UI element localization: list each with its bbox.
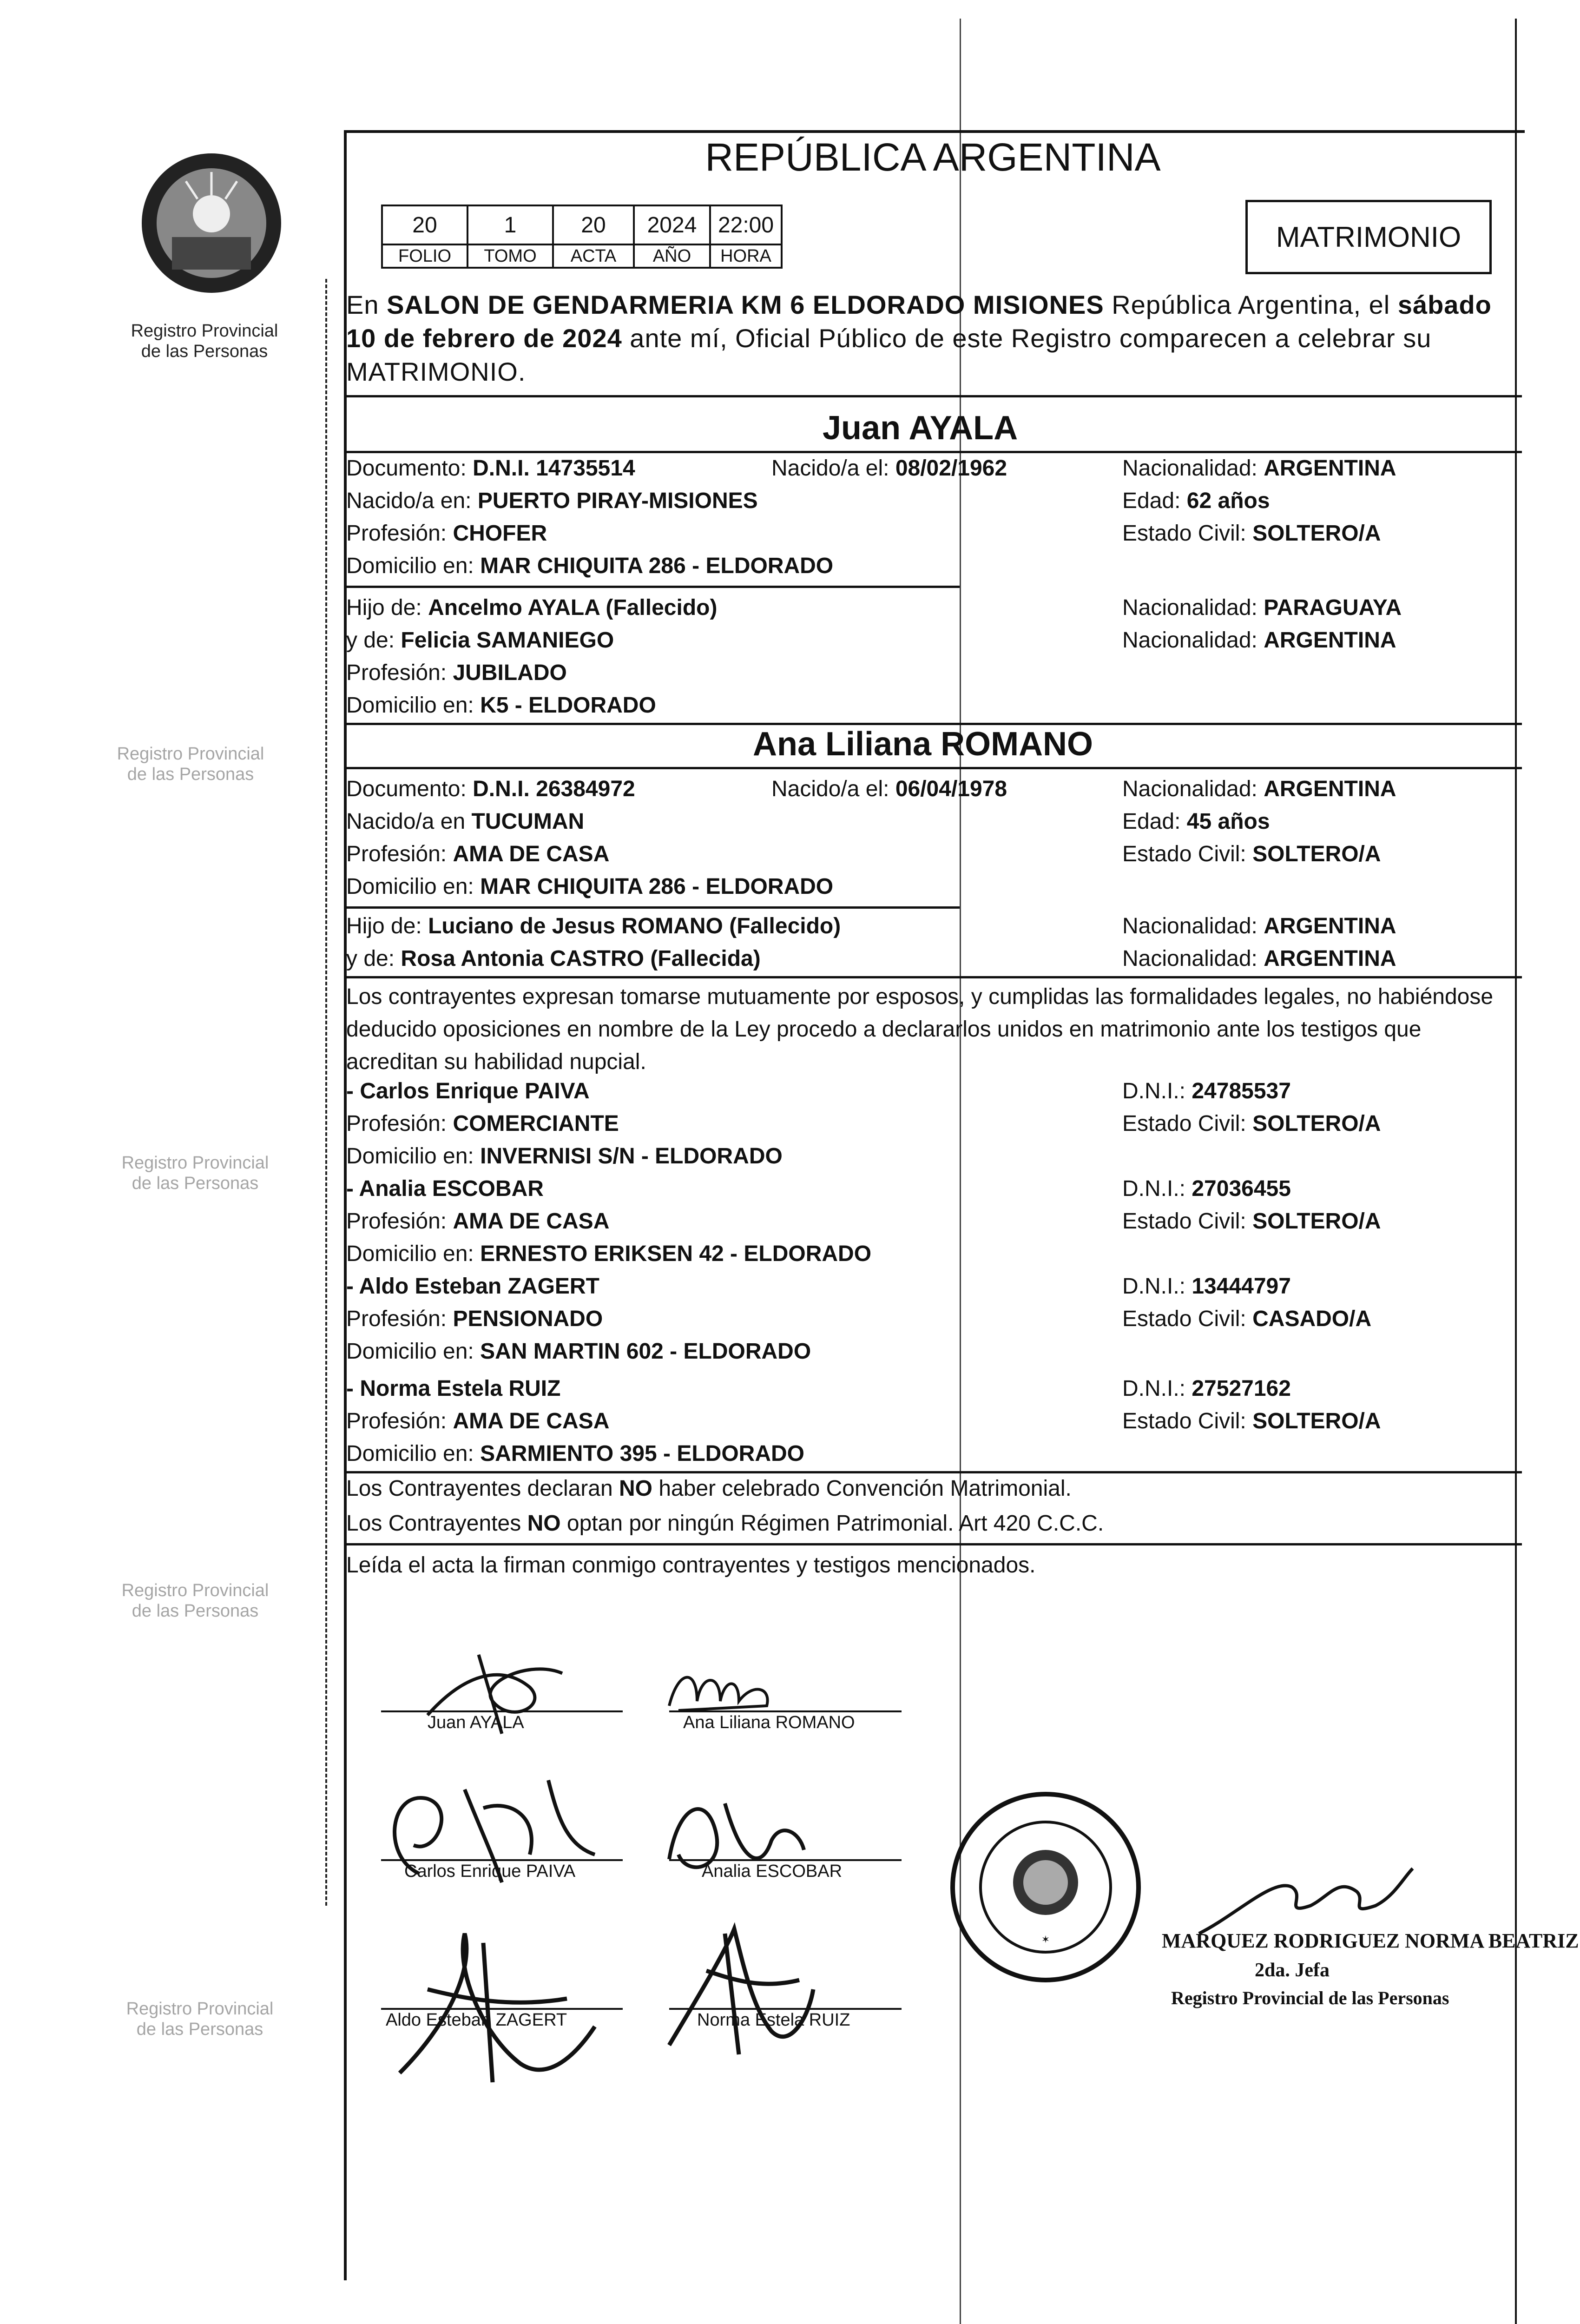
divider xyxy=(346,451,1522,453)
bride-mother-nat: Nacionalidad: ARGENTINA xyxy=(1122,946,1396,971)
witness-2-name: - Analia ESCOBAR xyxy=(346,1176,544,1201)
groom-born: Nacido/a el: 08/02/1962 xyxy=(771,456,1007,481)
margin-dash xyxy=(325,279,327,1906)
signature-witness-4 xyxy=(651,1915,827,2064)
anio-value: 2024 xyxy=(634,205,710,244)
clause-regime: Los Contrayentes NO optan por ningún Régimen Patrimonial. Art 420 C.C.C. xyxy=(346,1511,1104,1536)
witness-1-civil: Estado Civil: SOLTERO/A xyxy=(1122,1111,1381,1136)
divider xyxy=(346,1543,1522,1545)
signature-line xyxy=(669,1859,902,1861)
witness-1-name: - Carlos Enrique PAIVA xyxy=(346,1079,590,1103)
divider xyxy=(346,586,960,588)
official-seal xyxy=(948,1789,1143,1985)
bride-name: Ana Liliana ROMANO xyxy=(753,726,1093,763)
groom-prof: Profesión: CHOFER xyxy=(346,521,547,546)
witness-4-prof: Profesión: AMA DE CASA xyxy=(346,1409,610,1433)
witness-1-dni: D.N.I.: 24785537 xyxy=(1122,1079,1291,1103)
divider xyxy=(346,1471,1522,1473)
folio-label: FOLIO xyxy=(382,244,467,268)
signature-label-groom: Juan AYALA xyxy=(428,1713,524,1732)
bride-doc: Documento: D.N.I. 26384972 xyxy=(346,777,635,801)
witness-4-name: - Norma Estela RUIZ xyxy=(346,1376,561,1401)
declaration-text: Los contrayentes expresan tomarse mutuamente por esposos, y cumplidas las formalidades legales, no habiéndose deducido oposiciones en nombre de la Ley procedo a declararlos unidos en matrimonio ante los testigos que acreditan su habilidad nupcial. xyxy=(346,984,1494,1074)
groom-father: Hijo de: Ancelmo AYALA (Fallecido) xyxy=(346,595,718,620)
hora-value: 22:00 xyxy=(710,205,782,244)
witness-4-dom: Domicilio en: SARMIENTO 395 - ELDORADO xyxy=(346,1441,804,1466)
province-logo xyxy=(135,144,288,311)
divider xyxy=(346,906,960,909)
witness-2-prof: Profesión: AMA DE CASA xyxy=(346,1209,610,1234)
groom-civil: Estado Civil: SOLTERO/A xyxy=(1122,521,1381,546)
folio-value: 20 xyxy=(382,205,467,244)
bride-father-nat: Nacionalidad: ARGENTINA xyxy=(1122,914,1396,938)
bride-civil: Estado Civil: SOLTERO/A xyxy=(1122,842,1381,866)
bride-mother: y de: Rosa Antonia CASTRO (Fallecida) xyxy=(346,946,761,971)
witness-3-prof: Profesión: PENSIONADO xyxy=(346,1307,603,1331)
official-name: MARQUEZ RODRIGUEZ NORMA BEATRIZ xyxy=(1162,1929,1579,1952)
bride-father: Hijo de: Luciano de Jesus ROMANO (Fallecido) xyxy=(346,914,841,938)
divider xyxy=(346,976,1522,978)
groom-mother-nat: Nacionalidad: ARGENTINA xyxy=(1122,628,1396,653)
witness-2-dom: Domicilio en: ERNESTO ERIKSEN 42 - ELDORADO xyxy=(346,1241,872,1266)
acta-value: 20 xyxy=(553,205,634,244)
bride-age: Edad: 45 años xyxy=(1122,809,1270,834)
record-meta-table xyxy=(381,205,783,269)
groom-place: Nacido/a en: PUERTO PIRAY-MISIONES xyxy=(346,489,758,513)
witness-3-civil: Estado Civil: CASADO/A xyxy=(1122,1307,1372,1331)
registry-label-3: Registro Provincial de las Personas xyxy=(121,1153,269,1193)
divider xyxy=(346,395,1522,397)
groom-parent-dom: Domicilio en: K5 - ELDORADO xyxy=(346,693,656,718)
witness-1-dom: Domicilio en: INVERNISI S/N - ELDORADO xyxy=(346,1144,783,1169)
official-office: Registro Provincial de las Personas xyxy=(1171,1987,1449,2008)
signature-label-witness-2: Analia ESCOBAR xyxy=(702,1862,843,1881)
witness-2-civil: Estado Civil: SOLTERO/A xyxy=(1122,1209,1381,1234)
registry-label-5: Registro Provincial de las Personas xyxy=(126,1999,274,2039)
witness-3-dom: Domicilio en: SAN MARTIN 602 - ELDORADO xyxy=(346,1339,811,1364)
clause-convention: Los Contrayentes declaran NO haber celebrado Convención Matrimonial. xyxy=(346,1476,1072,1501)
groom-parent-prof: Profesión: JUBILADO xyxy=(346,660,567,685)
signature-line xyxy=(381,2008,623,2010)
document-type-box: MATRIMONIO xyxy=(1245,200,1492,274)
bride-born: Nacido/a el: 06/04/1978 xyxy=(771,777,1007,801)
signature-witness-3 xyxy=(372,1915,613,2092)
registry-label-1: Registro Provincial de las Personas xyxy=(131,321,278,361)
witness-4-civil: Estado Civil: SOLTERO/A xyxy=(1122,1409,1381,1433)
signature-label-witness-1: Carlos Enrique PAIVA xyxy=(404,1862,576,1881)
witness-3-name: - Aldo Esteban ZAGERT xyxy=(346,1274,599,1299)
signature-line xyxy=(381,1859,623,1861)
signature-line xyxy=(669,1710,902,1712)
witness-3-dni: D.N.I.: 13444797 xyxy=(1122,1274,1291,1299)
registry-label-4: Registro Provincial de las Personas xyxy=(121,1581,269,1621)
divider xyxy=(346,767,1522,769)
bride-nat: Nacionalidad: ARGENTINA xyxy=(1122,777,1396,801)
bride-place: Nacido/a en TUCUMAN xyxy=(346,809,585,834)
signature-label-witness-4: Norma Estela RUIZ xyxy=(697,2010,850,2030)
witness-1-prof: Profesión: COMERCIANTE xyxy=(346,1111,619,1136)
tomo-value: 1 xyxy=(467,205,553,244)
hora-label: HORA xyxy=(710,244,782,268)
official-role: 2da. Jefa xyxy=(1255,1960,1330,1981)
signature-label-witness-3: Aldo Esteban ZAGERT xyxy=(386,2010,567,2030)
acta-label: ACTA xyxy=(553,244,634,268)
tomo-label: TOMO xyxy=(467,244,553,268)
groom-father-nat: Nacionalidad: PARAGUAYA xyxy=(1122,595,1402,620)
witness-4-dni: D.N.I.: 27527162 xyxy=(1122,1376,1291,1401)
groom-doc: Documento: D.N.I. 14735514 xyxy=(346,456,635,481)
witness-2-dni: D.N.I.: 27036455 xyxy=(1122,1176,1291,1201)
bride-dom: Domicilio en: MAR CHIQUITA 286 - ELDORADO xyxy=(346,874,834,899)
groom-dom: Domicilio en: MAR CHIQUITA 286 - ELDORADO xyxy=(346,554,834,578)
signature-line xyxy=(669,2008,902,2010)
svg-text:✶: ✶ xyxy=(1041,1934,1050,1945)
groom-age: Edad: 62 años xyxy=(1122,489,1270,513)
signature-label-bride: Ana Liliana ROMANO xyxy=(683,1713,855,1732)
page-title: REPÚBLICA ARGENTINA xyxy=(705,135,1161,179)
signature-line xyxy=(381,1710,623,1712)
groom-nat: Nacionalidad: ARGENTINA xyxy=(1122,456,1396,481)
anio-label: AÑO xyxy=(634,244,710,268)
groom-name: Juan AYALA xyxy=(823,409,1018,447)
registry-label-2: Registro Provincial de las Personas xyxy=(117,744,264,784)
intro-paragraph: En SALON DE GENDARMERIA KM 6 ELDORADO MISIONES República Argentina, el sábado 10 de febrero de 2024 ante mí, Oficial Público de este Registro comparecen a celebrar su MATRIMONIO. xyxy=(346,290,1492,386)
signing-statement: Leída el acta la firman conmigo contrayentes y testigos mencionados. xyxy=(346,1553,1036,1578)
bride-prof: Profesión: AMA DE CASA xyxy=(346,842,610,866)
groom-mother: y de: Felicia SAMANIEGO xyxy=(346,628,614,653)
